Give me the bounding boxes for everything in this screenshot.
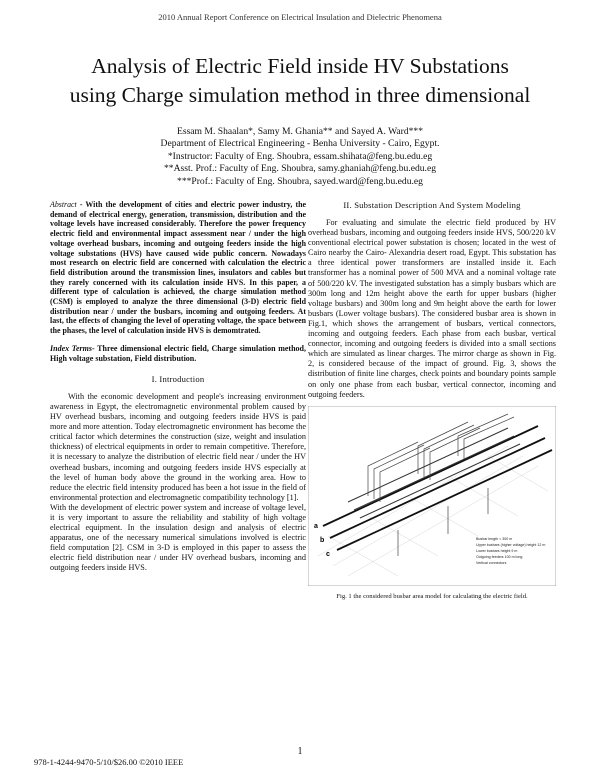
phase-label-b: b: [320, 536, 325, 544]
legend-item-2: Upper busbars (higher voltage) height 12 m: [476, 542, 546, 547]
abstract-text: - With the development of cities and electric power industry, the demand of electrical energy, generation, transmission, distribution and the voltage levels have increased considerably. Therefore the power frequency electric field and environmental impact assessment near / under the high voltage overhead busbars, incoming and outgoing feeders inside the high voltage substations (HVS) have caused wide public concern. Nowadays most research on electric field are concerned with calculation the electric field distribution around the transmission lines, insulators and cables but they rarely concerned with its calculation inside HVS. In this paper, a different type of calculation is achieved, the charge simulation method (CSM) is employed to analyze the three dimensional (3-D) electric field distribution near / under the busbars, incoming and outgoing feeders. At last, the effects of changing the level of operating voltage, the space between the phases, the level of calculation inside HVS is demomtrated.: [50, 200, 306, 336]
conference-header: 2010 Annual Report Conference on Electrical Insulation and Dielectric Phenomena: [158, 12, 442, 22]
legend-item-5: Vertical connectors: [476, 560, 507, 565]
phase-label-c: c: [326, 550, 330, 558]
phase-label-a: a: [314, 522, 318, 530]
index-terms-text: - Three dimensional electric field, Charge simulation method, High voltage substation, Field distribution.: [50, 343, 306, 363]
paper-title: [40, 52, 560, 110]
legend-item-1: Busbar length = 300 m: [476, 536, 513, 541]
author-affiliation-2: **Asst. Prof.: Faculty of Eng. Shoubra, samy.ghaniah@feng.bu.edu.eg: [164, 163, 436, 175]
figure-1-caption: Fig. 1 the considered busbar area model for calculating the electric field.: [336, 592, 528, 600]
page-number: 1: [297, 746, 303, 757]
section-heading-substation: II. Substation Description And System Modeling: [343, 200, 521, 210]
author-block: [40, 126, 560, 188]
section2-paragraph-1: For evaluating and simulate the electric field produced by HV overhead busbars, incoming and outgoing feeders inside HVS, 500/220 kV conventional electrical power substation is chosen; located in the west of Cairo nearby the Cairo- Alexandria desert road, Egypt. This substation has a three identical power transformers are installed inside it. Each transformer has a nominal power of 500 MVA and a nominal voltage rate of 500/220 kV. The investigated substation has a simply busbars which are 300m long and 12m height above the earth for upper busbars (higher voltage busbars) and 300m long and 9m height above the earth for lower busbars (Lower voltage busbars). The considered busbar area is shown in Fig.1, which shows the arrangement of busbars, vertical connectors, incoming and outgoing feeders. Each phase from each busbar, vertical connector, incoming and outgoing feeders is divided into a small sections which are simulated as linear charges. The mirror charge as shown in Fig. 2, is considered because of the impact of ground. Fig. 3, shows the distribution of finite line charges, check points and boundary points sample on only one phase from each busbar, vertical connector, incoming and outgoing feeders.: [308, 218, 556, 399]
right-column: [308, 200, 556, 600]
section-heading-introduction: I. Introduction: [151, 373, 205, 384]
abstract-label: Abstract: [50, 200, 77, 209]
left-column: [50, 200, 306, 574]
index-terms: [50, 344, 306, 364]
abstract: [50, 200, 306, 336]
author-affiliation-1: *Instructor: Faculty of Eng. Shoubra, essam.shihata@feng.bu.edu.eg: [167, 150, 433, 162]
author-affiliation-3: ***Prof.: Faculty of Eng. Shoubra, sayed.ward@feng.bu.edu.eg: [177, 175, 423, 187]
author-department: Department of Electrical Engineering - Benha University - Cairo, Egypt.: [160, 138, 440, 150]
copyright-footer: 978-1-4244-9470-5/10/$26.00 ©2010 IEEE: [34, 757, 184, 767]
index-terms-label: Index Terms: [50, 343, 92, 353]
intro-paragraph-2: With the development of electric power system and increase of voltage level, it is very important to assure the reliability and stability of high voltage electrical equipment. In the insulation design and analysis of electric apparatus, one of the necessary numerical simulations involved is electric field computation [2]. CSM in 3-D is employed in this paper to assess the electric field distribution near / under HV overhead busbars, incoming and outgoing feeders inside HVS.: [50, 502, 306, 573]
intro-paragraph-1: With the economic development and people's increasing environment awareness in Egypt, the electromagnetic environmental problem caused by HV overhead busbars, incoming and outgoing feeders inside HVS is paid more and more attention. Today electromagnetic environment has become the critical factor which determines the construction (size, weight and insulation thickness) of electrical equipments in order to remain competitive. Therefore, it is necessary to analyze the distribution of electric field near / under the HV overhead busbars, incoming and outgoing feeders inside HVS especially at the level of human body above the ground in the working area. How to reduce the electric field intensity produced has been a hot issue in the field of environmental protection and electromagnetic compatibility technology [1].: [50, 391, 306, 502]
legend-item-3: Lower busbars height 9 m: [476, 548, 518, 553]
title-line-2: using Charge simulation method in three dimensional: [69, 83, 531, 107]
title-line-1: Analysis of Electric Field inside HV Substations: [91, 54, 509, 78]
author-names: Essam M. Shaalan*, Samy M. Ghania** and Sayed A. Ward***: [176, 126, 424, 137]
legend-item-4: Outgoing feeders 100 m long: [476, 554, 523, 559]
figure-1: [308, 406, 556, 600]
busbar-model-diagram: [308, 406, 556, 586]
